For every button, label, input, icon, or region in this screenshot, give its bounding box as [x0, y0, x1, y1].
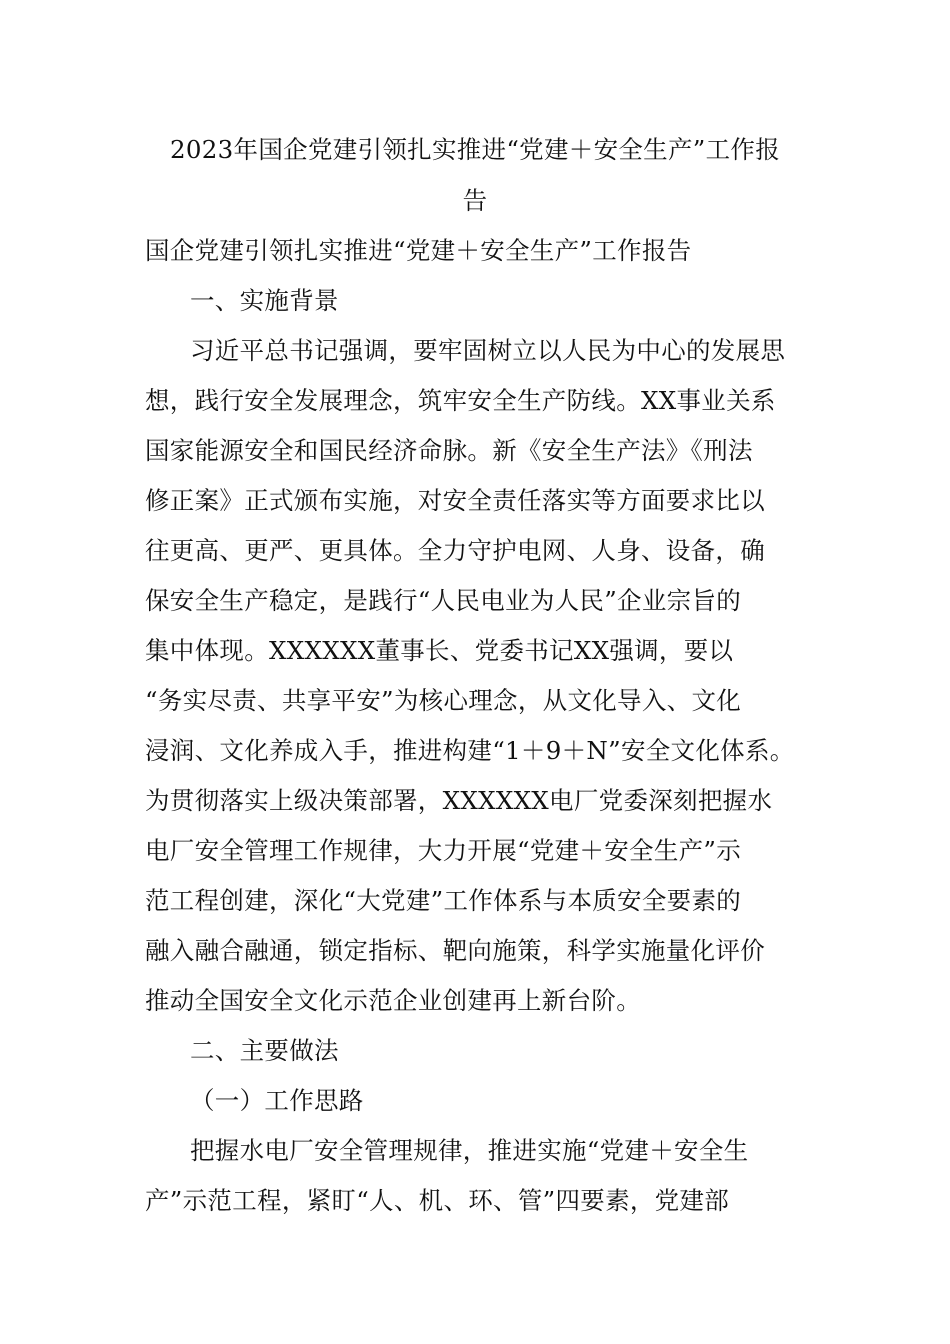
paragraph-line: 融入融合融通，锁定指标、靶向施策，科学实施量化评价	[145, 936, 765, 965]
paragraph-line: “务实尽责、共享平安”为核心理念，从文化导入、文化	[145, 686, 742, 715]
paragraph-line: 为贯彻落实上级决策部署，XXXXXX电厂党委深刻把握水	[145, 786, 773, 815]
document-subtitle: 国企党建引领扎实推进“党建＋安全生产”工作报告	[145, 236, 692, 265]
paragraph-line: 推动全国安全文化示范企业创建再上新台阶。	[145, 986, 641, 1015]
paragraph-line: 修正案》正式颁布实施，对安全责任落实等方面要求比以	[145, 486, 765, 515]
section-heading-background: 一、实施背景	[190, 286, 339, 315]
paragraph-line: 产”示范工程，紧盯“人、机、环、管”四要素，党建部	[145, 1186, 730, 1215]
paragraph-line: 集中体现。XXXXXX董事长、党委书记XX强调，要以	[145, 636, 734, 665]
section-heading-main-practices: 二、主要做法	[190, 1036, 339, 1065]
paragraph-line: 保安全生产稳定，是践行“人民电业为人民”企业宗旨的	[145, 586, 742, 615]
document-title-line-2: 告	[462, 186, 488, 215]
paragraph-line: 把握水电厂安全管理规律，推进实施“党建＋安全生	[190, 1136, 749, 1165]
paragraph-line: 范工程创建，深化“大党建”工作体系与本质安全要素的	[145, 886, 742, 915]
subsection-heading-work-approach: （一）工作思路	[190, 1086, 364, 1115]
paragraph-line: 习近平总书记强调，要牢固树立以人民为中心的发展思	[190, 336, 786, 365]
paragraph-line: 电厂安全管理工作规律，大力开展“党建＋安全生产”示	[145, 836, 742, 865]
paragraph-line: 往更高、更严、更具体。全力守护电网、人身、设备，确	[145, 536, 765, 565]
paragraph-line: 国家能源安全和国民经济命脉。新《安全生产法》《刑法	[145, 436, 753, 465]
document-title-line-1: 2023年国企党建引领扎实推进“党建＋安全生产”工作报	[170, 135, 780, 164]
paragraph-line: 浸润、文化养成入手，推进构建“1＋9＋N”安全文化体系。	[145, 736, 795, 765]
paragraph-line: 想，践行安全发展理念，筑牢安全生产防线。XX事业关系	[145, 386, 776, 415]
